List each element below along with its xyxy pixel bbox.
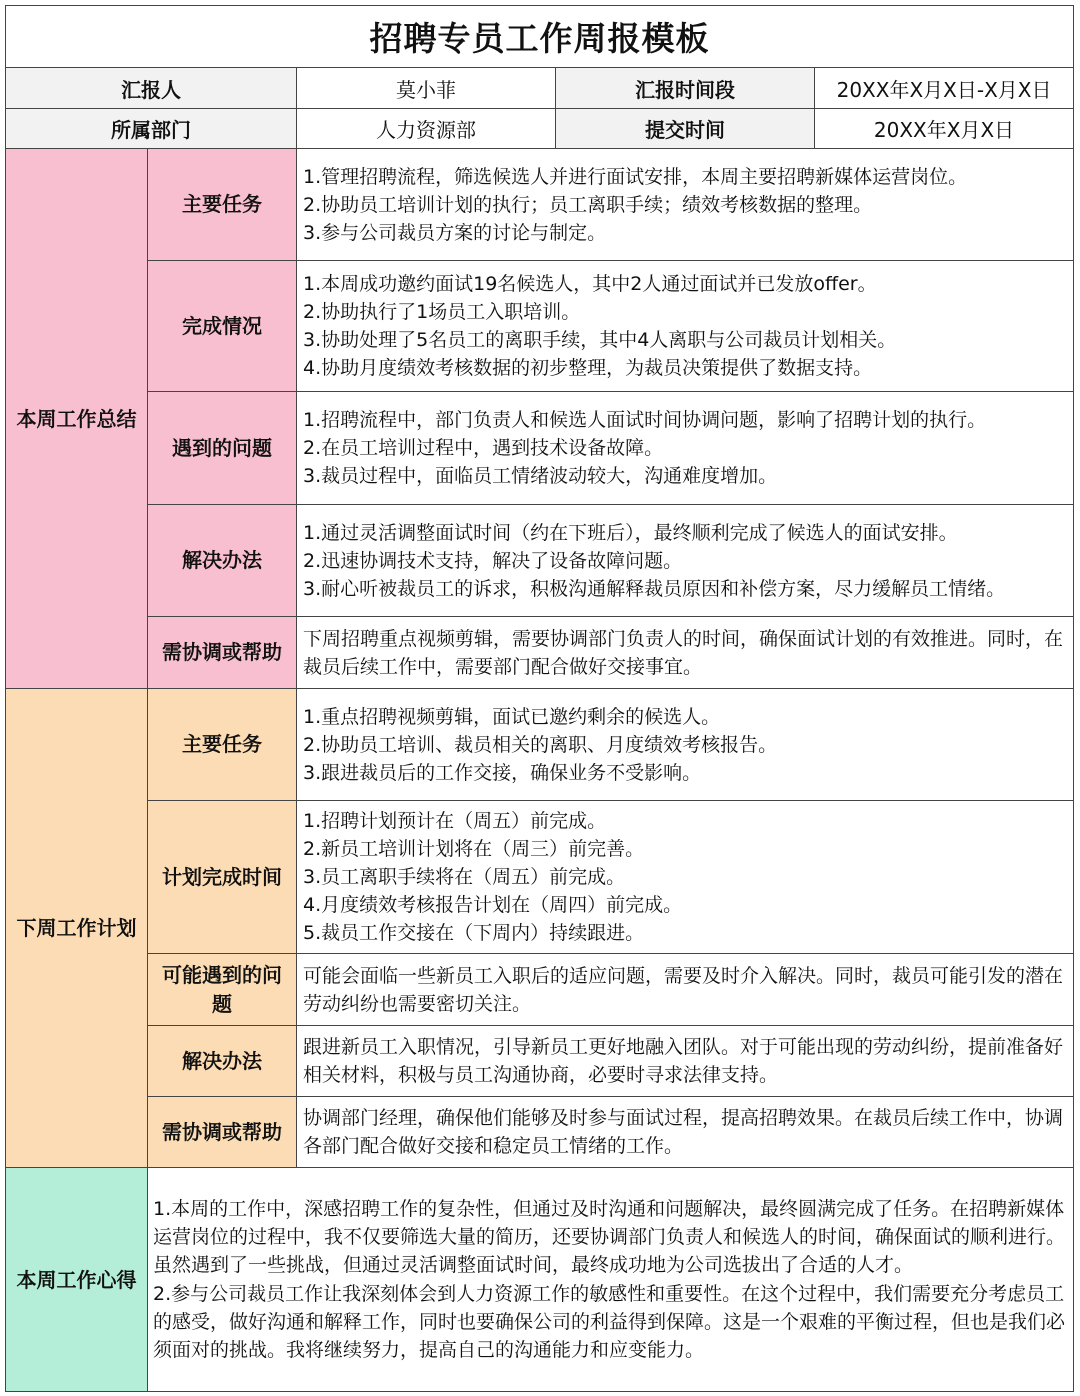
list-item: 4.月度绩效考核报告计划在（周四）前完成。 [303,894,683,916]
plan-possible-problems-label: 可能遇到的问题 [148,954,297,1026]
department-value: 人力资源部 [297,109,556,149]
list-item: 3.参与公司裁员方案的讨论与制定。 [303,221,607,244]
list-item: 3.员工离职手续将在（周五）前完成。 [303,866,626,888]
summary-problems-label: 遇到的问题 [148,392,297,505]
list-item: 1.招聘流程中，部门负责人和候选人面试时间协调问题，影响了招聘计划的执行。 [303,409,987,431]
department-label: 所属部门 [6,109,297,149]
list-item: 1.通过灵活调整面试时间（约在下班后），最终顺利完成了候选人的面试安排。 [303,521,958,544]
list-item: 1.招聘计划预计在（周五）前完成。 [303,810,607,832]
list-item: 3.裁员过程中，面临员工情绪波动较大，沟通难度增加。 [303,465,778,487]
list-item: 2.协助员工培训计划的执行；员工离职手续；绩效考核数据的整理。 [303,193,873,216]
list-item: 3.耐心听被裁员工的诉求，积极沟通解释裁员原因和补偿方案，尽力缓解员工情绪。 [303,577,1006,600]
page-title: 招聘专员工作周报模板 [6,6,1074,68]
list-item: 4.协助月度绩效考核数据的初步整理，为裁员决策提供了数据支持。 [303,357,873,379]
summary-completion-label: 完成情况 [148,261,297,392]
reflection-paragraph: 1.本周的工作中，深感招聘工作的复杂性，但通过及时沟通和问题解决，最终圆满完成了任务。在招聘新媒体运营岗位的过程中，我不仅要筛选大量的简历，还要协调部门负责人和候选人的时间，确保面试的顺利进行。虽然遇到了一些挑战，但通过灵活调整面试时间，最终成功地为公司选拔出了合适的人才。 [153,1197,1066,1277]
summary-completion-content [297,261,1074,392]
plan-section-label: 下周工作计划 [6,689,148,1168]
plan-schedule-content [297,801,1074,954]
submit-time-label: 提交时间 [556,109,815,149]
period-value: 20XX年X月X日-X月X日 [815,68,1074,109]
plan-schedule-label: 计划完成时间 [148,801,297,954]
plan-help-label: 需协调或帮助 [148,1097,297,1168]
summary-main-tasks-content [297,149,1074,261]
weekly-report-table [5,5,1074,1392]
summary-solutions-content [297,505,1074,617]
summary-help-label: 需协调或帮助 [148,617,297,689]
plan-possible-problems-content: 可能会面临一些新员工入职后的适应问题，需要及时介入解决。同时，裁员可能引发的潜在劳动纠纷也需要密切关注。 [297,954,1074,1026]
summary-problems-content [297,392,1074,505]
summary-help-content: 下周招聘重点视频剪辑，需要协调部门负责人的时间，确保面试计划的有效推进。同时，在裁员后续工作中，需要部门配合做好交接事宜。 [297,617,1074,689]
submit-time-value: 20XX年X月X日 [815,109,1074,149]
list-item: 3.协助处理了5名员工的离职手续，其中4人离职与公司裁员计划相关。 [303,329,897,351]
summary-solutions-label: 解决办法 [148,505,297,617]
reporter-value: 莫小菲 [297,68,556,109]
list-item: 2.新员工培训计划将在（周三）前完善。 [303,838,645,860]
list-item: 5.裁员工作交接在（下周内）持续跟进。 [303,922,645,944]
reflection-paragraph: 2.参与公司裁员工作让我深刻体会到人力资源工作的敏感性和重要性。在这个过程中，我们需要充分考虑员工的感受，做好沟通和解释工作，同时也要确保公司的利益得到保障。这是一个艰难的平衡过程，但也是我们必须面对的挑战。我将继续努力，提高自己的沟通能力和应变能力。 [153,1282,1066,1362]
list-item: 3.跟进裁员后的工作交接，确保业务不受影响。 [303,761,702,784]
list-item: 1.本周成功邀约面试19名候选人，其中2人通过面试并已发放offer。 [303,273,877,295]
reporter-label: 汇报人 [6,68,297,109]
summary-main-tasks-label: 主要任务 [148,149,297,261]
plan-solutions-label: 解决办法 [148,1026,297,1097]
list-item: 1.重点招聘视频剪辑，面试已邀约剩余的候选人。 [303,705,721,728]
plan-help-content: 协调部门经理，确保他们能够及时参与面试过程，提高招聘效果。在裁员后续工作中，协调各部门配合做好交接和稳定员工情绪的工作。 [297,1097,1074,1168]
summary-section-label: 本周工作总结 [6,149,148,689]
period-label: 汇报时间段 [556,68,815,109]
list-item: 2.在员工培训过程中，遇到技术设备故障。 [303,437,664,459]
plan-main-tasks-label: 主要任务 [148,689,297,801]
plan-main-tasks-content [297,689,1074,801]
list-item: 2.迅速协调技术支持，解决了设备故障问题。 [303,549,683,572]
reflection-content [148,1168,1074,1392]
list-item: 1.管理招聘流程，筛选候选人并进行面试安排，本周主要招聘新媒体运营岗位。 [303,165,968,188]
plan-solutions-content: 跟进新员工入职情况，引导新员工更好地融入团队。对于可能出现的劳动纠纷，提前准备好相关材料，积极与员工沟通协商，必要时寻求法律支持。 [297,1026,1074,1097]
reflection-section-label: 本周工作心得 [6,1168,148,1392]
list-item: 2.协助员工培训、裁员相关的离职、月度绩效考核报告。 [303,733,778,756]
list-item: 2.协助执行了1场员工入职培训。 [303,301,581,323]
